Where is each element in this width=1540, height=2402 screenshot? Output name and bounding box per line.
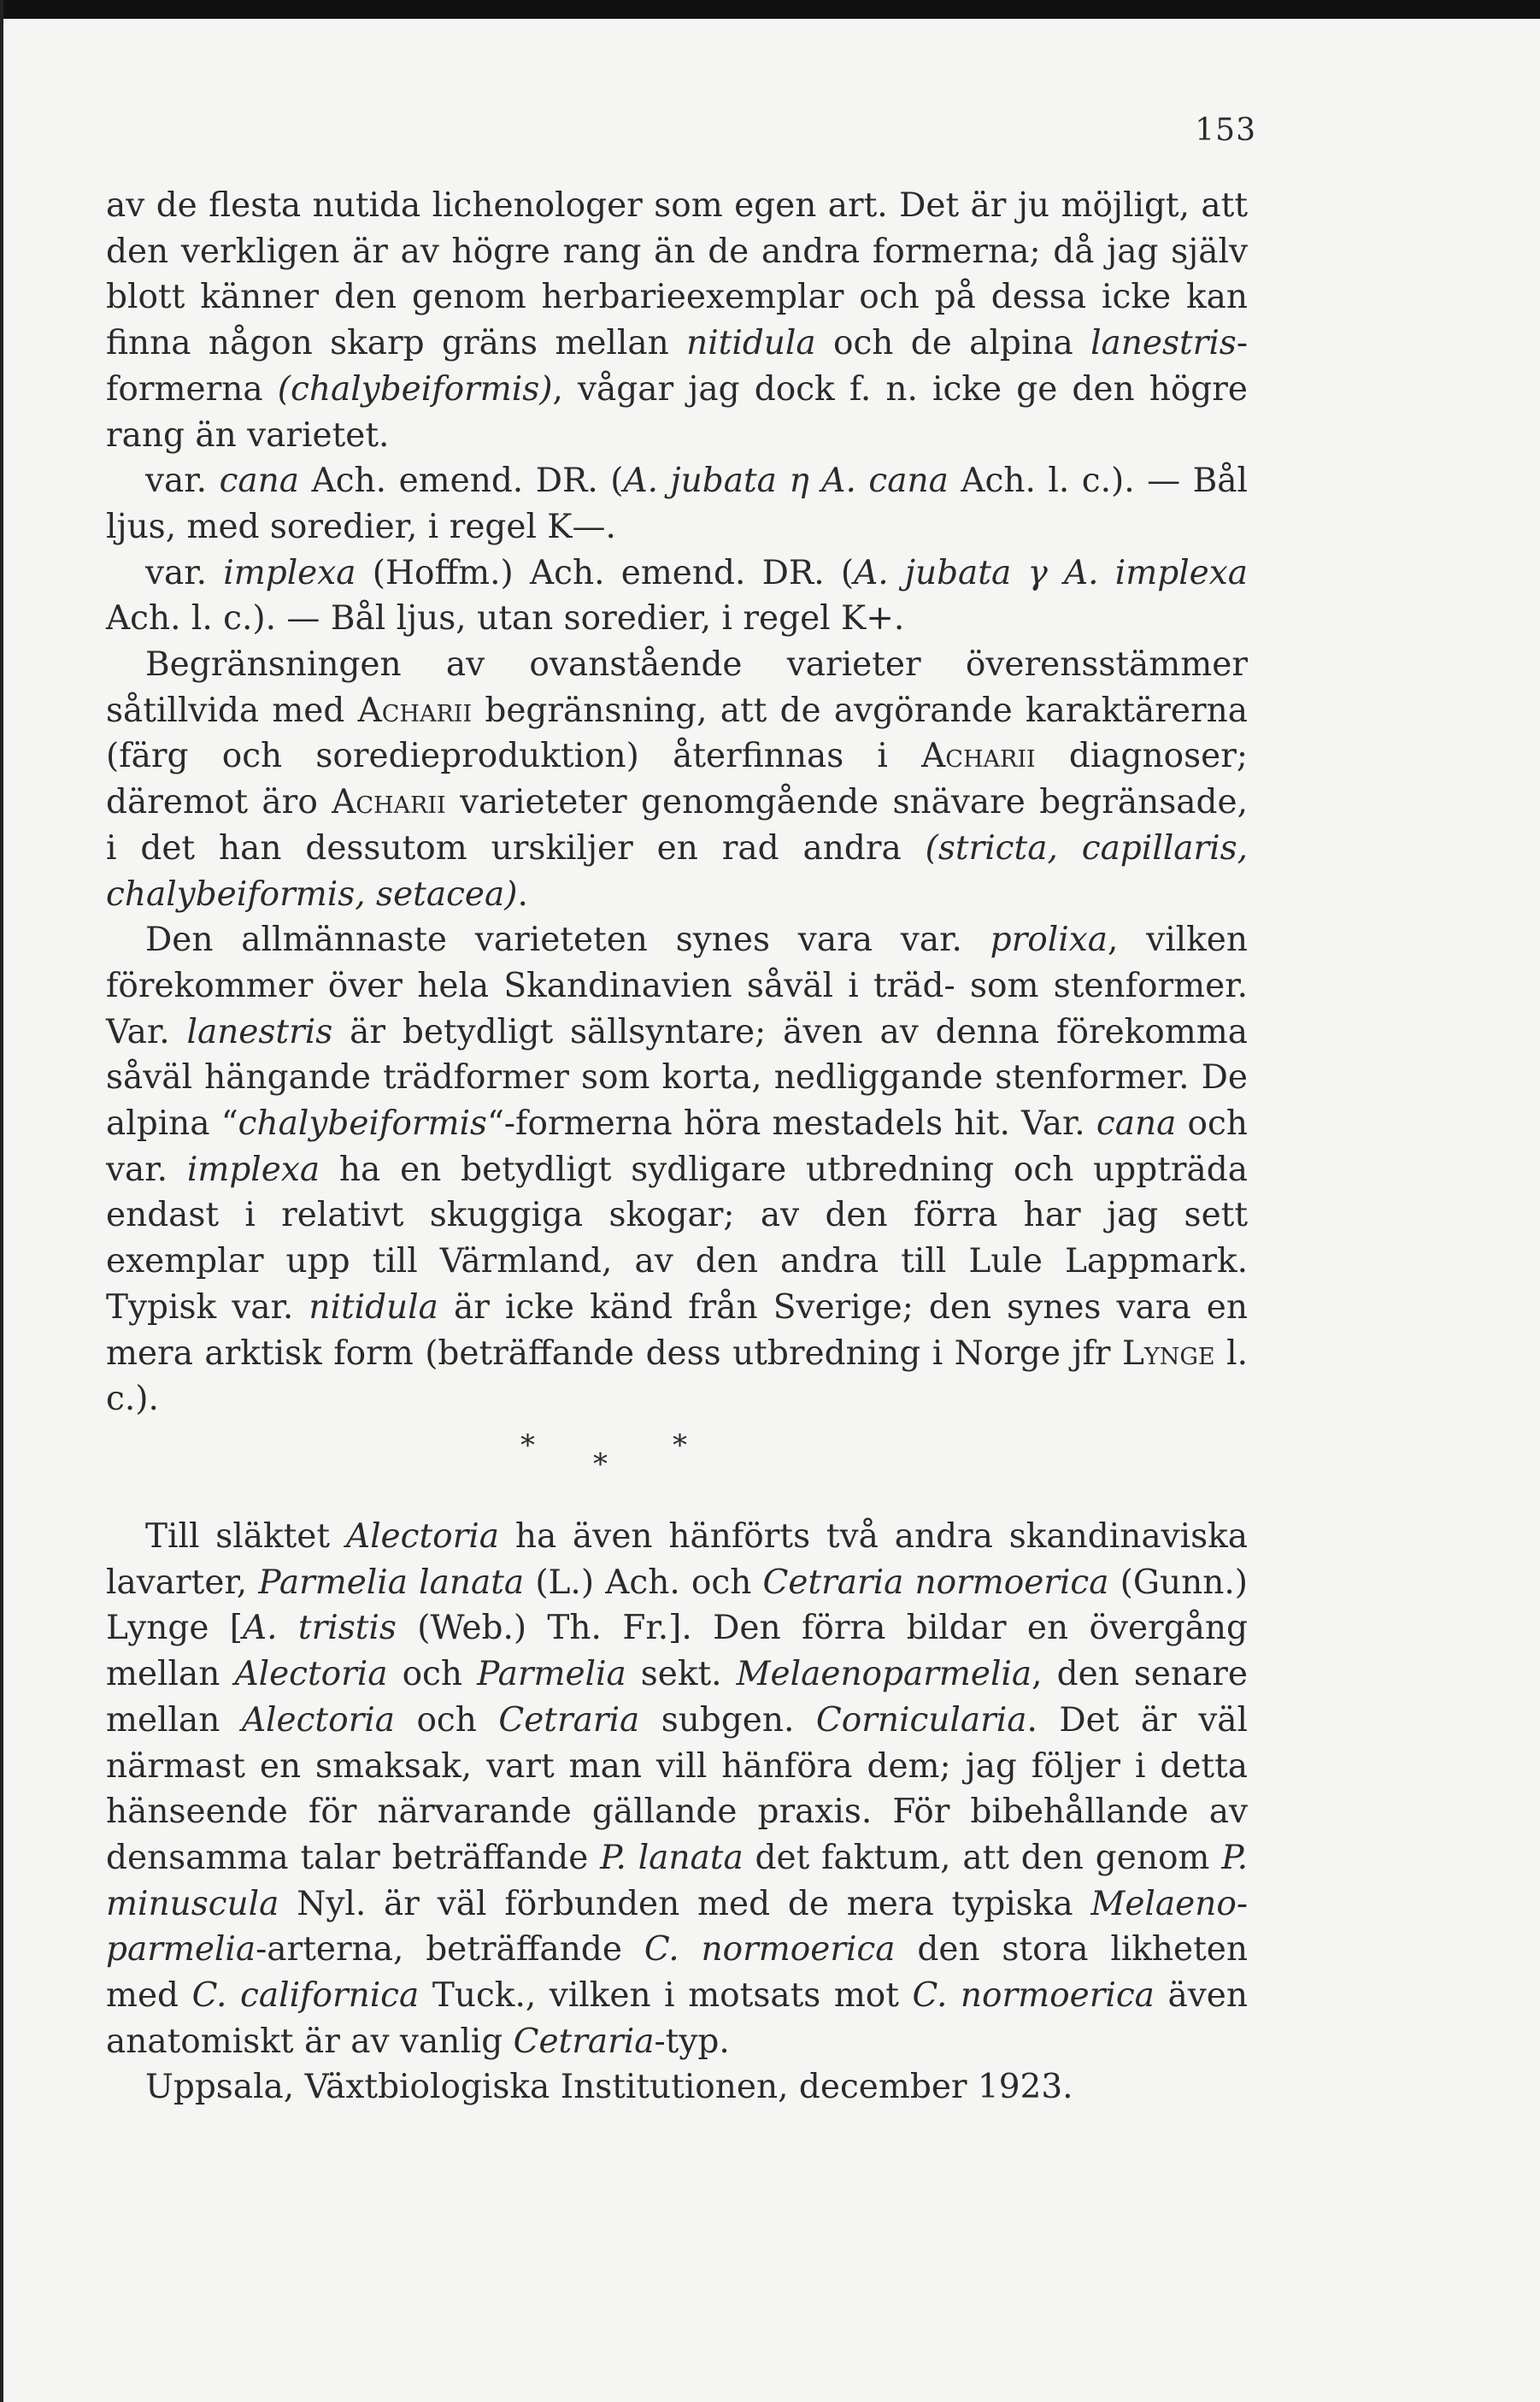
- italic-text: Parmelia: [477, 1655, 626, 1694]
- text-run: Begränsningen av ovanstående varieter överensstämmer såtillvida med: [106, 645, 1248, 730]
- italic-text: C. normoerica: [912, 1976, 1155, 2016]
- italic-text: C. normoerica: [644, 1930, 896, 1969]
- italic-text: Melaenoparmelia: [106, 1884, 1248, 1969]
- italic-text: P. minuscula: [106, 1838, 1248, 1923]
- text-run: l. c.).: [106, 1333, 1248, 1419]
- text-run: sekt.: [626, 1655, 737, 1694]
- separator-asterisk: *: [520, 1428, 535, 1463]
- text-run: och de alpina: [815, 324, 1091, 363]
- text-run: (Gunn.) Lynge [: [106, 1563, 1249, 1648]
- text-run: subgen.: [639, 1700, 816, 1740]
- text-run: -arterna, beträffande: [256, 1930, 644, 1969]
- text-run: diagnoser; däremot äro: [106, 737, 1248, 822]
- italic-text: cana: [1096, 1104, 1177, 1144]
- small-caps-name: Acharii: [332, 783, 446, 822]
- small-caps-name: Acharii: [357, 691, 473, 730]
- text-run: , vilken förekommer över hela Skandinavien såväl i träd- som stenformer. Var.: [106, 921, 1248, 1051]
- paragraph: [106, 550, 1248, 642]
- text-run: var.: [145, 553, 224, 592]
- section-other-species: [106, 1514, 1248, 2064]
- text-run: . Det är väl närmast en smaksak, vart man vill hänföra dem; jag följer i detta hänseende för närvarande gällande praxis. För bibehållande av densamma talar beträffande: [106, 1700, 1249, 1877]
- section-separator: [106, 1422, 1248, 1514]
- italic-text: prolixa: [990, 921, 1108, 960]
- italic-text: implexa: [186, 1150, 320, 1189]
- italic-text: nitidula: [686, 324, 816, 363]
- text-run: begränsning, att de avgörande karaktärerna (färg och soredieproduktion) återfinnas i: [106, 691, 1248, 776]
- small-caps-name: Acharii: [921, 737, 1036, 776]
- text-run: Den allmännaste varieteten synes vara var.: [145, 921, 990, 960]
- text-run: är betydligt sällsyntare; även av denna förekomma såväl hängande trädformer som korta, nedliggande stenformer. De alpina “: [106, 1012, 1248, 1144]
- small-caps-name: Lynge: [1122, 1333, 1215, 1373]
- italic-text: lanestris: [1090, 324, 1237, 363]
- text-run: (Web.) Th. Fr.]. Den förra bildar en övergång mellan: [106, 1609, 1249, 1694]
- text-run: (L.) Ach. och: [524, 1563, 763, 1602]
- italic-text: Cetraria: [498, 1700, 640, 1740]
- text-run: Till släktet: [145, 1516, 346, 1556]
- text-run: “-formerna höra mestadels hit. Var.: [486, 1104, 1096, 1144]
- separator-asterisk: *: [593, 1446, 608, 1481]
- italic-text: (stricta, capillaris, chalybeiformis, setacea): [106, 828, 1248, 914]
- text-run: (Hoffm.) Ach. emend. DR. (: [356, 553, 855, 592]
- paragraph: [106, 917, 1248, 1422]
- italic-text: A. tristis: [243, 1609, 397, 1648]
- text-run: och: [387, 1655, 478, 1694]
- text-run: av de flesta nutida lichenologer som egen art. Det är ju möjligt, att den verkligen är av högre rang än de andra formerna; då jag själv blott känner den genom herbarieexemplar och på dessa icke kan finna någon skarp gräns mellan: [106, 186, 1248, 363]
- italic-text: Alectoria: [241, 1700, 395, 1740]
- paragraph: [106, 183, 1248, 458]
- text-run: Ach. l. c.). — Bål ljus, med soredier, i regel K—.: [106, 462, 1249, 546]
- italic-text: nitidula: [309, 1287, 438, 1327]
- paragraph: [106, 642, 1248, 917]
- text-run: den stora likheten med: [106, 1930, 1248, 2016]
- italic-text: Cetraria: [513, 2022, 655, 2061]
- paragraph: [106, 1514, 1248, 2064]
- text-run: Nyl. är väl förbunden med de mera typiska: [279, 1884, 1091, 1923]
- scan-top-border: [0, 0, 1540, 19]
- text-run: Tuck., vilken i motsats mot: [419, 1976, 913, 2016]
- text-run: och var.: [106, 1104, 1249, 1189]
- text-run: ha även hänförts två andra skandinaviska lavarter,: [106, 1516, 1248, 1602]
- italic-text: C. californica: [191, 1976, 420, 2016]
- italic-text: P. lanata: [600, 1838, 744, 1877]
- italic-text: (chalybeiformis): [277, 369, 553, 409]
- text-run: , vågar jag dock f. n. icke ge den högre rang än varietet.: [106, 369, 1248, 455]
- separator-asterisk: *: [673, 1428, 687, 1463]
- italic-text: Alectoria: [345, 1516, 499, 1556]
- page-number: 153: [1195, 113, 1256, 148]
- text-run: .: [517, 874, 528, 914]
- italic-text: Parmelia lanata: [258, 1563, 525, 1602]
- page-body: [106, 183, 1248, 2111]
- italic-text: Cetraria normoerica: [762, 1563, 1109, 1602]
- text-run: -formerna: [106, 324, 1248, 409]
- italic-text: lanestris: [186, 1012, 333, 1051]
- paragraph: [106, 458, 1248, 550]
- text-run: Ach. emend. DR. (: [299, 462, 624, 501]
- text-run: och: [394, 1700, 499, 1740]
- italic-text: chalybeiformis: [238, 1104, 487, 1144]
- text-run: -typ.: [654, 2022, 730, 2061]
- italic-text: Cornicularia: [815, 1700, 1027, 1740]
- scan-left-border: [0, 0, 3, 2402]
- text-run: , den senare mellan: [106, 1655, 1249, 1740]
- section-alectoria-varieties: [106, 183, 1248, 1422]
- text-run: ha en betydligt sydligare utbredning och uppträda endast i relativt skuggiga skogar; av den förra har jag sett exemplar upp till Värmland, av den andra till Lule Lappmark. Typisk var.: [106, 1150, 1249, 1327]
- text-run: det faktum, att den genom: [743, 1838, 1222, 1877]
- text-run: även anatomiskt är av vanlig: [106, 1976, 1248, 2061]
- italic-text: A. jubata η A. cana: [623, 462, 949, 501]
- italic-text: implexa: [223, 553, 356, 592]
- signoff-line: Uppsala, Växtbiologiska Institutionen, december 1923.: [145, 2068, 1073, 2107]
- text-run: var.: [145, 462, 220, 501]
- italic-text: A. jubata γ A. implexa: [854, 553, 1249, 592]
- text-run: är icke känd från Sverige; den synes vara en mera arktisk form (beträffande dess utbredning i Norge jfr: [106, 1287, 1248, 1373]
- italic-text: Melaenoparmelia: [736, 1655, 1032, 1694]
- text-run: varieteter genomgående snävare begränsade, i det han dessutom urskiljer en rad andra: [106, 783, 1248, 868]
- text-run: Ach. l. c.). — Bål ljus, utan soredier, i regel K+.: [106, 599, 905, 639]
- italic-text: cana: [219, 462, 300, 501]
- italic-text: Alectoria: [234, 1655, 388, 1694]
